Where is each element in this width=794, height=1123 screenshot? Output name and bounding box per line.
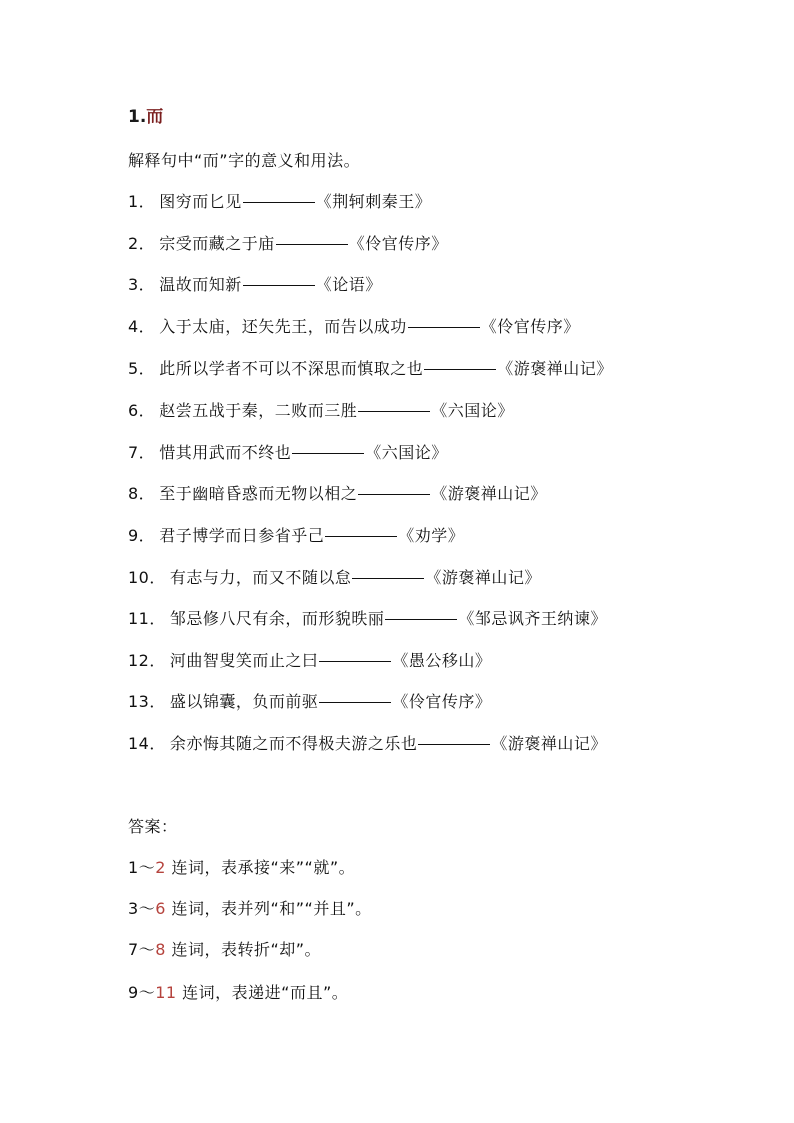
question-text: 入于太庙，还矢先王，而告以成功 bbox=[159, 317, 407, 336]
question-number: 3． bbox=[128, 275, 156, 294]
answer-blank bbox=[418, 743, 490, 745]
question-text: 图穷而匕见 bbox=[159, 192, 242, 211]
range-end: 8 bbox=[155, 940, 166, 959]
question-number: 5． bbox=[128, 359, 156, 378]
answer-blank bbox=[358, 410, 430, 412]
answers-title: 答案： bbox=[128, 817, 178, 836]
question-number: 10． bbox=[128, 568, 166, 587]
question-number: 11． bbox=[128, 609, 166, 628]
question-number: 2． bbox=[128, 234, 156, 253]
question-item bbox=[128, 274, 382, 296]
question-number: 12． bbox=[128, 651, 166, 670]
question-number: 7． bbox=[128, 443, 156, 462]
instruction-text: 解释句中“而”字的意义和用法。 bbox=[128, 151, 361, 170]
range-separator: ～ bbox=[138, 940, 156, 959]
question-number: 1． bbox=[128, 192, 156, 211]
answer-text: 连词，表递进“而且”。 bbox=[176, 983, 349, 1002]
answer-item bbox=[128, 939, 321, 961]
question-text: 盛以锦囊，负而前驱 bbox=[169, 692, 319, 711]
question-item bbox=[128, 525, 464, 547]
heading-number: 1. bbox=[128, 107, 147, 127]
question-number: 6． bbox=[128, 401, 156, 420]
question-text: 至于幽暗昏惑而无物以相之 bbox=[159, 484, 358, 503]
question-source: 《邹忌讽齐王纳谏》 bbox=[458, 609, 607, 628]
range-separator: ～ bbox=[138, 899, 156, 918]
answer-blank bbox=[319, 701, 391, 703]
question-item bbox=[128, 233, 448, 255]
question-source: 《六国论》 bbox=[431, 401, 514, 420]
question-item bbox=[128, 358, 613, 380]
range-end: 2 bbox=[155, 858, 166, 877]
question-item bbox=[128, 691, 491, 713]
question-text: 此所以学者不可以不深思而慎取之也 bbox=[159, 359, 424, 378]
question-text: 邹忌修八尺有余，而形貌昳丽 bbox=[169, 609, 385, 628]
question-source: 《荆轲刺秦王》 bbox=[315, 192, 432, 211]
question-item bbox=[128, 733, 607, 755]
answer-blank bbox=[319, 660, 391, 662]
question-number: 4． bbox=[128, 317, 156, 336]
range-end: 6 bbox=[155, 899, 166, 918]
question-text: 温故而知新 bbox=[159, 275, 242, 294]
question-text: 有志与力，而又不随以怠 bbox=[169, 568, 352, 587]
question-source: 《游褒禅山记》 bbox=[491, 734, 607, 753]
answer-text: 连词，表转折“却”。 bbox=[165, 940, 322, 959]
answer-blank bbox=[243, 284, 315, 286]
answer-blank bbox=[424, 368, 496, 370]
question-source: 《游褒禅山记》 bbox=[431, 484, 547, 503]
answer-text: 连词，表承接“来”“就”。 bbox=[165, 858, 356, 877]
answer-blank bbox=[385, 618, 457, 620]
question-text: 宗受而藏之于庙 bbox=[159, 234, 275, 253]
range-separator: ～ bbox=[138, 983, 156, 1002]
question-source: 《游褒禅山记》 bbox=[425, 568, 541, 587]
answer-blank bbox=[325, 535, 397, 537]
question-text: 赵尝五战于秦，二败而三胜 bbox=[159, 401, 358, 420]
question-source: 《劝学》 bbox=[398, 526, 465, 545]
answer-blank bbox=[408, 326, 480, 328]
answer-blank bbox=[276, 243, 348, 245]
range-start: 1 bbox=[128, 858, 139, 877]
answer-item bbox=[128, 982, 348, 1004]
question-text: 君子博学而日参省乎己 bbox=[159, 526, 325, 545]
answer-blank bbox=[358, 493, 430, 495]
question-source: 《愚公移山》 bbox=[392, 651, 492, 670]
question-item bbox=[128, 400, 514, 422]
question-item bbox=[128, 567, 541, 589]
question-item bbox=[128, 316, 580, 338]
section-heading bbox=[128, 106, 163, 128]
question-item bbox=[128, 442, 448, 464]
question-source: 《游褒禅山记》 bbox=[497, 359, 613, 378]
question-text: 惜其用武而不终也 bbox=[159, 443, 292, 462]
question-item bbox=[128, 650, 491, 672]
answer-item bbox=[128, 898, 372, 920]
range-end: 11 bbox=[155, 983, 177, 1002]
question-source: 《伶官传序》 bbox=[392, 692, 492, 711]
question-number: 13． bbox=[128, 692, 166, 711]
question-item bbox=[128, 191, 431, 213]
question-number: 14． bbox=[128, 734, 166, 753]
question-source: 《伶官传序》 bbox=[480, 317, 580, 336]
answer-blank bbox=[352, 577, 424, 579]
question-item bbox=[128, 483, 547, 505]
answer-blank bbox=[292, 452, 364, 454]
question-source: 《六国论》 bbox=[365, 443, 448, 462]
range-separator: ～ bbox=[138, 858, 156, 877]
answer-item bbox=[128, 857, 355, 879]
range-start: 9 bbox=[128, 983, 139, 1002]
question-source: 《论语》 bbox=[315, 275, 382, 294]
answer-text: 连词，表并列“和”“并且”。 bbox=[165, 899, 372, 918]
answer-blank bbox=[243, 201, 315, 203]
question-number: 9． bbox=[128, 526, 156, 545]
heading-character: 而 bbox=[146, 107, 164, 127]
question-source: 《伶官传序》 bbox=[348, 234, 448, 253]
question-text: 河曲智叟笑而止之曰 bbox=[169, 651, 319, 670]
question-text: 余亦悔其随之而不得极夫游之乐也 bbox=[169, 734, 418, 753]
question-item bbox=[128, 608, 607, 630]
range-start: 7 bbox=[128, 940, 139, 959]
question-number: 8． bbox=[128, 484, 156, 503]
range-start: 3 bbox=[128, 899, 139, 918]
